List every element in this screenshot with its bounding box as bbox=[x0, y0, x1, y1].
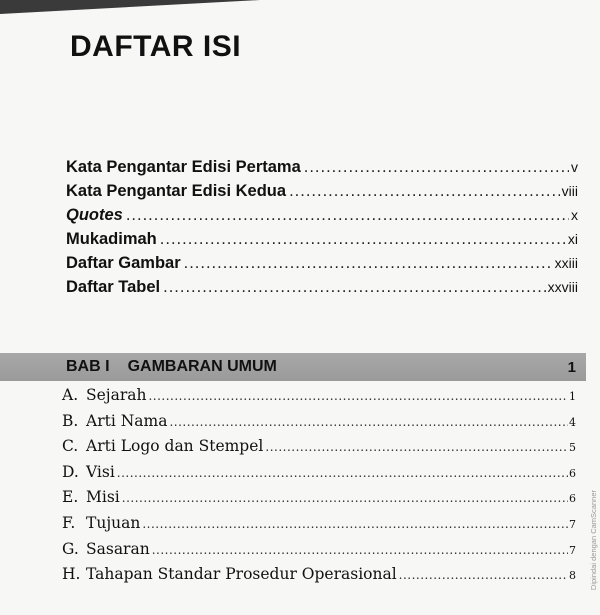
section-label: Arti Nama bbox=[86, 411, 168, 430]
toc-entry-label: Daftar Tabel bbox=[66, 278, 161, 296]
section-entry[interactable] bbox=[62, 540, 576, 566]
toc-entry-page: v bbox=[571, 159, 578, 175]
corner-decoration bbox=[0, 0, 260, 14]
toc-entry-page: xi bbox=[567, 231, 578, 247]
section-letter: G. bbox=[62, 539, 79, 558]
section-entry[interactable] bbox=[62, 463, 576, 489]
section-entry[interactable] bbox=[62, 514, 576, 540]
scanner-watermark: Dipindai dengan CamScanner bbox=[589, 490, 598, 591]
section-page: 6 bbox=[569, 466, 576, 480]
dot-leader bbox=[163, 278, 546, 297]
section-page: 6 bbox=[569, 492, 576, 506]
section-label: Tujuan bbox=[86, 513, 141, 532]
page-title: DAFTAR ISI bbox=[70, 30, 242, 63]
toc-entry-label: Kata Pengantar Edisi Pertama bbox=[66, 158, 301, 176]
section-label: Misi bbox=[86, 488, 120, 507]
section-label: Arti Logo dan Stempel bbox=[86, 437, 264, 456]
chapter-title: GAMBARAN UMUM bbox=[127, 358, 277, 375]
section-list bbox=[62, 386, 576, 591]
dot-leader bbox=[122, 491, 568, 505]
section-page: 1 bbox=[569, 390, 576, 403]
toc-entry[interactable] bbox=[66, 278, 578, 302]
section-label: Sejarah bbox=[86, 386, 147, 404]
section-entry[interactable] bbox=[62, 412, 576, 438]
toc-entry-label: Quotes bbox=[66, 206, 123, 224]
toc-entry[interactable] bbox=[66, 158, 578, 182]
front-matter-list bbox=[66, 158, 578, 302]
section-entry[interactable] bbox=[62, 565, 576, 591]
toc-entry-label: Kata Pengantar Edisi Kedua bbox=[66, 182, 287, 200]
section-page: 4 bbox=[569, 415, 576, 429]
section-page: 7 bbox=[569, 543, 576, 557]
dot-leader bbox=[117, 466, 568, 480]
toc-entry-label: Mukadimah bbox=[66, 230, 157, 248]
toc-entry-page: x bbox=[571, 207, 578, 223]
dot-leader bbox=[265, 440, 568, 454]
chapter-header bbox=[0, 353, 586, 381]
dot-leader bbox=[126, 206, 569, 225]
toc-entry-page: xxiii bbox=[554, 255, 578, 271]
dot-leader bbox=[142, 517, 568, 531]
dot-leader bbox=[304, 158, 569, 177]
toc-entry-label: Daftar Gambar bbox=[66, 254, 181, 272]
section-letter: A. bbox=[62, 386, 79, 404]
section-letter: B. bbox=[62, 411, 79, 430]
section-page: 5 bbox=[569, 441, 576, 455]
toc-entry[interactable] bbox=[66, 206, 578, 230]
dot-leader bbox=[289, 182, 560, 201]
dot-leader bbox=[160, 230, 566, 249]
toc-entry-page: xxviii bbox=[547, 279, 578, 295]
section-label: Sasaran bbox=[86, 539, 150, 558]
section-letter: D. bbox=[62, 462, 79, 481]
section-page: 7 bbox=[569, 517, 576, 531]
chapter-number: BAB I bbox=[66, 358, 110, 375]
section-letter: H. bbox=[62, 565, 81, 584]
section-label: Tahapan Standar Prosedur Operasional bbox=[86, 565, 397, 584]
section-letter: E. bbox=[62, 488, 79, 507]
section-letter: C. bbox=[62, 437, 79, 456]
dot-leader bbox=[169, 415, 568, 429]
section-letter: F. bbox=[62, 513, 76, 532]
section-label: Visi bbox=[86, 462, 115, 481]
section-entry[interactable] bbox=[62, 386, 576, 412]
dot-leader bbox=[148, 389, 568, 403]
toc-entry[interactable] bbox=[66, 230, 578, 254]
toc-entry-page: viii bbox=[561, 183, 578, 199]
section-page: 8 bbox=[569, 569, 576, 583]
dot-leader bbox=[152, 543, 568, 557]
chapter-page: 1 bbox=[567, 358, 576, 376]
toc-entry[interactable] bbox=[66, 254, 578, 278]
section-entry[interactable] bbox=[62, 437, 576, 463]
section-entry[interactable] bbox=[62, 488, 576, 514]
dot-leader bbox=[184, 254, 553, 273]
dot-leader bbox=[399, 568, 568, 582]
toc-entry[interactable] bbox=[66, 182, 578, 206]
